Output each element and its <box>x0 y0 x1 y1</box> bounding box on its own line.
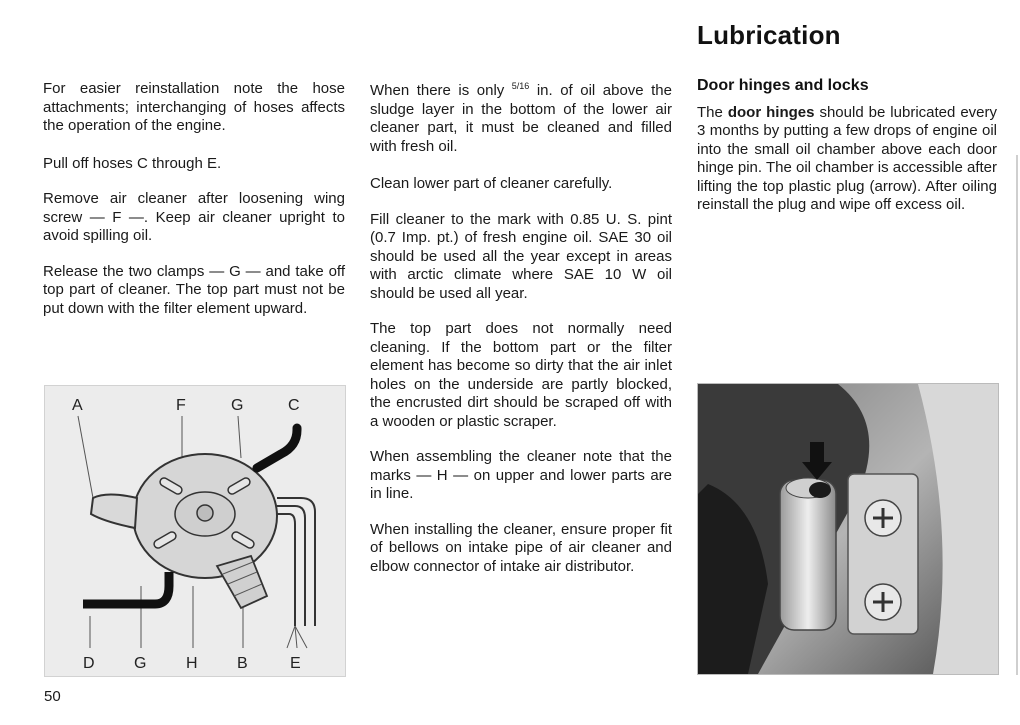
label-e: E <box>290 655 301 672</box>
bold-term: door hinges <box>727 103 815 121</box>
fraction: 5/16 <box>511 81 530 91</box>
paragraph: Pull off hoses C through E. <box>43 154 222 172</box>
column-right <box>697 77 997 215</box>
label-b: B <box>237 655 248 672</box>
label-h: H <box>186 655 198 672</box>
paragraph: When assembling the cleaner note that the marks — H — on upper and lower parts are in line. <box>370 448 672 502</box>
paragraph: The door hinges should be lubricated every 3 months by putting a few drops of engine oil into the small oil chamber above each door hinge pin. The oil chamber is accessible after lifting the top plastic plug (arrow). After oiling reinstall the plug and wipe off excess oil. <box>697 103 997 213</box>
page-number: 50 <box>44 688 61 705</box>
label-a: A <box>72 397 83 414</box>
label-c: C <box>288 397 300 414</box>
paragraph: Clean lower part of cleaner carefully. <box>370 175 613 192</box>
paragraph: Remove air cleaner after loosening wing screw — F —. Keep air cleaner upright to avoid spilling oil. <box>43 190 345 244</box>
page-title: Lubrication <box>697 20 841 50</box>
label-g-bottom: G <box>134 655 147 672</box>
label-d: D <box>83 655 95 672</box>
column-middle <box>370 77 672 576</box>
paragraph: When installing the cleaner, ensure proper fit of bellows on intake pipe of air cleaner and elbow connector of intake air distributor. <box>370 520 672 575</box>
label-g: G <box>231 397 244 414</box>
paragraph: When there is only $^{5/16}$ in. of oil above the sludge layer in the bottom of the lower air cleaner part, it must be cleaned and filled with fresh oil. <box>370 81 672 155</box>
paragraph: The top part does not normally need cleaning. If the bottom part or the filter element has become so dirty that the air inlet holes on the underside are partly blocked, the encrusted dirt should be scraped off with a wooden or plastic scraper. <box>370 320 672 430</box>
paragraph: Fill cleaner to the mark with 0.85 U. S. pint (0.7 Imp. pt.) of fresh engine oil. SAE 30 oil should be used all the year except in areas with arctic climate where SAE 10 W oil should be used all year. <box>370 210 672 302</box>
door-hinge-photo <box>697 383 999 675</box>
paragraph: Release the two clamps — G — and take off top part of cleaner. The top part must not be put down with the filter element upward. <box>43 262 345 317</box>
paragraph: For easier reinstallation note the hose attachments; interchanging of hoses affects the operation of the engine. <box>43 80 345 134</box>
label-f: F <box>176 397 186 414</box>
section-heading: Door hinges and locks <box>697 77 869 94</box>
column-left <box>43 80 345 318</box>
page-edge <box>1016 155 1018 675</box>
air-cleaner-illustration <box>44 385 346 677</box>
